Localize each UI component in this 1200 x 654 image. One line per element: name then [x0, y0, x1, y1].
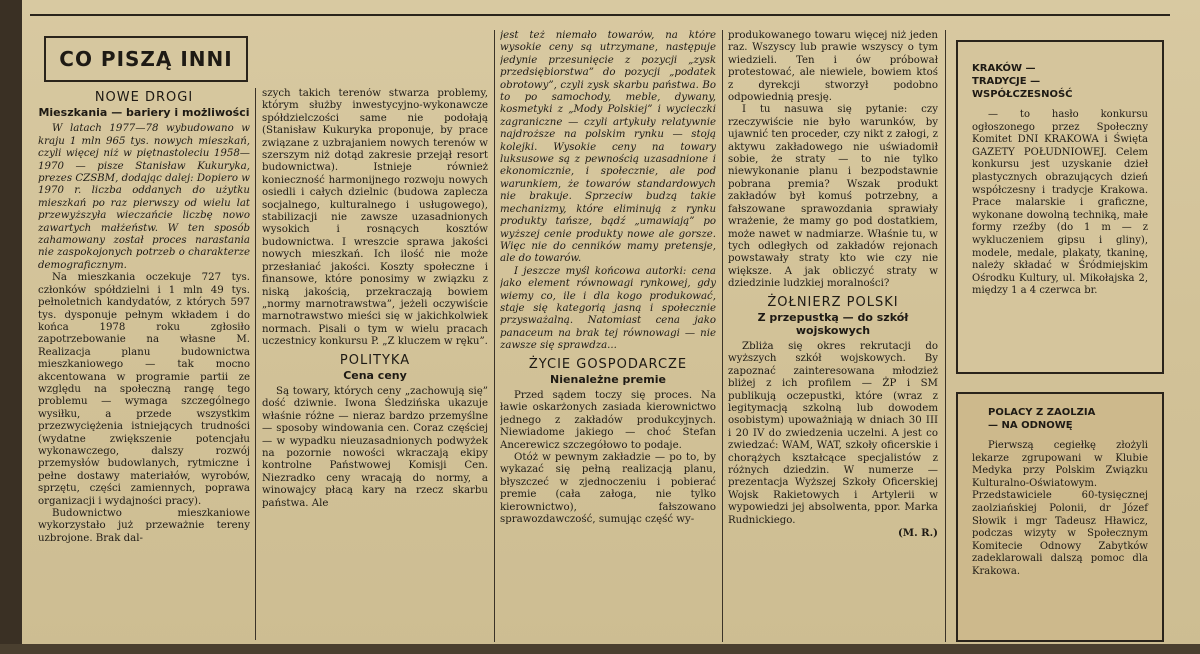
- article-paragraph: jest też niemało towarów, na które wysokie ceny są utrzymane, następuje jedynie przesunięcie z pozycji „zysk przedsiębiorstwa” do pozycji „podatek obrotowy”, czyli zysk skarbu państwa. Bo to po samochody, meble, dywany, kosmetyki z „Mody Polskiej” i wycieczki zagraniczne — czyli artykuły relatywnie najdroższe na polskim rynku — stoją kolejki. Wysokie ceny na towary luksusowe są z pewnością uzasadnione i ekonomicznie, i społecznie, ale pod warunkiem, że towarów standardowych nie brakuje. Sprzeciw budzą takie mechanizmy, które eliminują z rynku produkty tańsze, bądź „umawiają” po wyższej cenie produkty nowe ale gorsze. Więc nie do cenników mamy pretensje, ale do towarów.: [500, 30, 716, 265]
- box-title-zaolzie: POLACY Z ZAOLZIA — NA ODNOWĘ: [988, 407, 1096, 431]
- sidebar-box-zaolzie: [956, 392, 1164, 642]
- article-paragraph: Na mieszkania oczekuje 727 tys. członków spółdzielni i 1 mln 49 tys. pełnoletnich kandydatów, z których 597 tys. dysponuje pełnym wkładem i do końca 1978 roku zgłosiło zapotrzebowanie na własne M. Realizacja planu budownictwa mieszkaniowego — tak mocno akcentowana w programie partii ze względu na społeczną rangę tego problemu — wymaga szczególnego wysiłku, a przede wszystkim przezwyciężenia istniejących trudności (wydatne zwiększenie potencjału wykonawczego, dalszy rozwój przemysłów budowlanych, rytmiczne i pełne dostawy materiałów, wyrobów, sprzętu, części zamiennych, poprawa organizacji i wydajności pracy).: [38, 272, 250, 507]
- column-3: [500, 30, 716, 642]
- box-text-krakow: — to hasło konkursu ogłoszonego przez Społeczny Komitet DNI KRAKOWA i Święta GAZETY POŁUDNIOWEJ. Celem konkursu jest uzyskanie dzieł plastycznych obrazujących dzień współczesny i tradycje Krakowa. Prace malarskie i graficzne, wykonane dowolną techniką, małe formy rzeźby (do 1 m — z wykluczeniem gipsu i gliny), modele, medale, plakaty, tkaninę, należy składać w Śródmiejskim Ośrodku Kultury, ul. Mikołajska 2, między 1 a 4 czerwca br.: [972, 109, 1148, 297]
- article-subtitle-premie: Nienależne premie: [550, 372, 666, 386]
- column-divider: [945, 30, 946, 642]
- article-subtitle-przepustka: Z przepustką — do szkół wojskowych: [757, 310, 909, 337]
- author-signature: (M. R.): [897, 527, 938, 540]
- section-zycie-gospodarcze: ŻYCIE GOSPODARCZE: [528, 356, 688, 372]
- article-paragraph: I jeszcze myśl końcowa autorki: cena jako element równowagi rynkowej, gdy wiemy co, ile i dla kogo produkować, staje się kategorią jasną i społecznie przysważalną. Natomiast cena jako panaceum na brak tej równowagi — nie zawsze się sprawdza...: [500, 265, 716, 352]
- article-paragraph: Są towary, których ceny „zachowują się” dość dziwnie. Iwona Śledzińska ukazuje właśnie różne — nieraz bardzo przemyślne — sposoby windowania cen. Coraz częściej — w wypadku nieuzasadnionych podwyżek na pozornie nowości wkraczają ekipy kontrolne Państwowej Komisji Cen. Niezradko ceny wracają do normy, a winowajcy płacą kary na rzecz skarbu państwa. Ale: [262, 385, 488, 509]
- page-edge-bottom: [0, 644, 1200, 654]
- article-paragraph: szych takich terenów stwarza problemy, którym służby inwestycyjno-wykonawcze spółdzielczości same nie podołają (Stanisław Kukuryka proponuje, by prace związane z uzbrajaniem nowych terenów w szerszym niż dotąd zakresie przejął resort budownictwa). Istnieje również konieczność harmonijnego rozwoju nowych osiedli i całych dzielnic (budowa zaplecza socjalnego, kulturalnego i usługowego), stabilizacji nie zawsze uzasadnionych wysokich i rosnących kosztów budownictwa. I wreszcie sprawa jakości nowych mieszkań. Ich ilość nie może przesłaniać jakości. Koszty społeczne i finansowe, które ponosimy w związku z niską jakością, przekraczają bowiem „normy marnotrawstwa”, jeżeli oczywiście marnotrawstwo mieści się w jakichkolwiek normach. Pisali o tym w wielu pracach uczestnicy konkursu P. „Z kluczem w ręku”.: [262, 88, 488, 348]
- article-paragraph: Budownictwo mieszkaniowe wykorzystało już przeważnie tereny uzbrojone. Brak dal-: [38, 508, 250, 544]
- column-divider: [722, 30, 723, 642]
- top-rule: [30, 14, 1170, 16]
- column-2: [262, 88, 488, 642]
- column-banner: [44, 36, 248, 82]
- section-polityka: POLITYKA: [339, 352, 411, 368]
- box-text-zaolzie: Pierwszą cegiełkę złożyli lekarze zgrupowani w Klubie Medyka przy Polskim Związku Kulturalno-Oświatowym. Przedstawiciele 60-tysięcznej zaolziańskiej Polonii, dr Józef Słowik i mgr Tadeusz Hławicz, podczas wizyty w Społecznym Komitecie Odnowy Zabytków zadeklarowali dalszą pomoc dla Krakowa.: [972, 440, 1148, 577]
- article-subtitle-mieszkania: Mieszkania — bariery i możliwości: [38, 106, 250, 120]
- sidebar-box-krakow: [956, 40, 1164, 374]
- section-zolnierz-polski: ŻOŁNIERZ POLSKI: [767, 294, 899, 310]
- article-paragraph: Otóż w pewnym zakładzie — po to, by wykazać się pełną realizacją planu, błyszczeć w zjednoczeniu i pobierać premie (cała załoga, nie tylko kierownictwo), fałszowano sprawozdawczość, sumując część wy-: [500, 452, 716, 526]
- column-1: [38, 86, 250, 642]
- box-title-krakow: KRAKÓW — TRADYCJE — WSPÓŁCZESNOŚĆ: [972, 63, 1073, 100]
- article-paragraph: Zbliża się okres rekrutacji do wyższych szkół wojskowych. By zapoznać zainteresowana młodzież bliżej z ich profilem — ŻP i SM publikują oczepustki, które (wraz z legitymacją szkolną lub dowodem osobistym) upoważniają w dniach 30 III i 20 IV do zwiedzenia uczelni. A jest co zwiedzać: WAM, WAT, szkoły oficerskie i chorążych kształcące specjalistów z różnych dziedzin. W numerze — prezentacja Wyższej Szkoły Oficerskiej Wojsk Rakietowych i Artylerii w wypowiedzi jej absolwenta, ppor. Marka Rudnickiego.: [728, 340, 938, 526]
- column-divider: [494, 30, 495, 642]
- article-subtitle-cena-ceny: Cena ceny: [343, 368, 407, 382]
- banner-title: CO PISZĄ INNI: [59, 47, 233, 71]
- article-paragraph: produkowanego towaru więcej niż jeden raz. Wszyscy lub prawie wszyscy o tym wiedzieli. Ten i ów próbował protestować, ale niewiele, bowiem ktoś z dyrekcji stworzył podobno odpowiednią presję.: [728, 30, 938, 104]
- article-paragraph: Przed sądem toczy się proces. Na ławie oskarżonych zasiada kierownictwo jednego z zakładów produkcyjnych. Niewiadome jakiego — choć Stefan Ancerewicz szczegółowo to podaje.: [500, 389, 716, 451]
- section-nowe-drogi: NOWE DROGI: [94, 90, 194, 105]
- article-paragraph: I tu nasuwa się pytanie: czy rzeczywiście nie było warunków, by ujawnić ten proceder, czy nikt z załogi, z aktywu zakładowego nie uświadomił sobie, że straty — to nie tylko niewykonanie planu i bezpodstawnie pobrana premia? Wszak produkt zakładów był komuś potrzebny, a fałszowane sprawozdania sprawiały wrażenie, że mamy go pod dostatkiem, może nawet w nadmiarze. Właśnie tu, w tych odległych od zakładów rejonach powstawały straty kto wie czy nie większe. A jak obliczyć straty w dziedzinie ludzkiej moralności?: [728, 104, 938, 290]
- column-4: [728, 30, 938, 642]
- article-paragraph: W latach 1977—78 wybudowano w kraju 1 mln 965 tys. nowych mieszkań, czyli więcej niż w piętnastoleciu 1958—1970 — pisze Stanisław Kukuryka, prezes CZSBM, dodając dalej: Dopiero w 1970 r. liczba oddanych do użytku mieszkań po raz pierwszy od wielu lat przewyższyła wieczańcie liczbę nowo zawartych małżeństw. W ten sposób zahamowany został proces narastania nie zaspokojonych potrzeb o charakterze demograficznym.: [38, 123, 250, 271]
- column-divider: [255, 88, 256, 640]
- page-edge-left: [0, 0, 22, 654]
